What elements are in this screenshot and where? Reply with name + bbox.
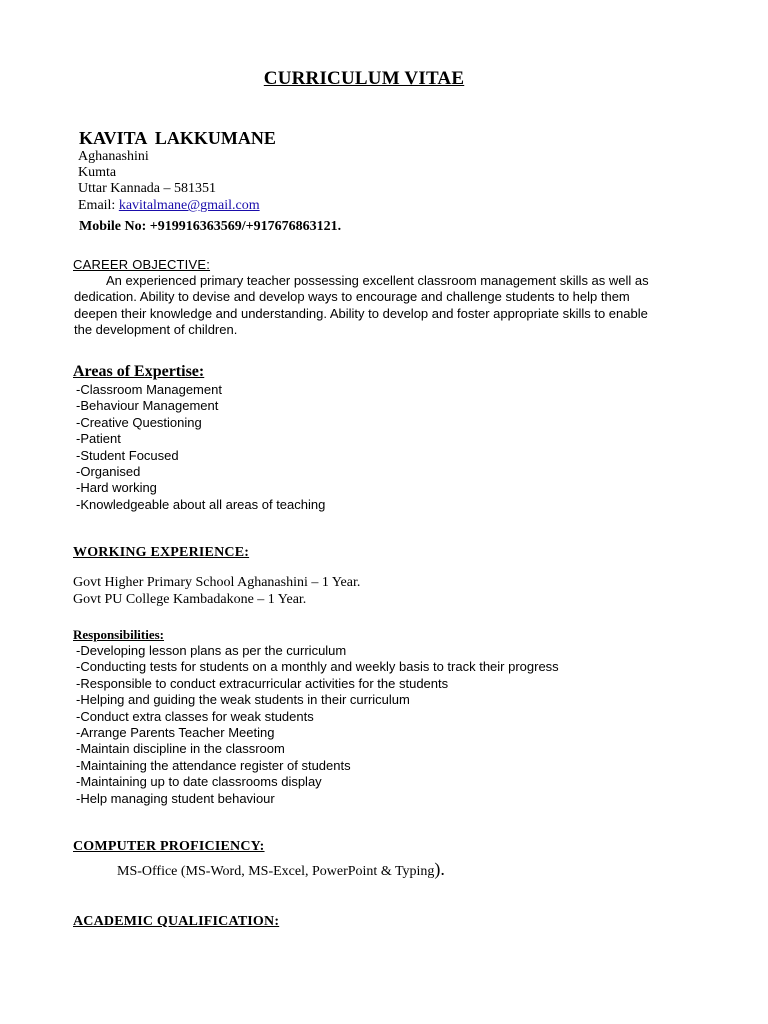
areas-of-expertise-heading: Areas of Expertise: <box>73 363 205 380</box>
computer-proficiency-value: MS-Office (MS-Word, MS-Excel, PowerPoint & Typing <box>117 864 435 879</box>
list-item: -Maintain discipline in the classroom <box>76 741 285 757</box>
list-item: -Maintaining the attendance register of students <box>76 757 351 773</box>
list-item: -Maintaining up to date classrooms display <box>76 774 322 790</box>
list-item: -Student Focused <box>76 447 179 463</box>
list-item: -Responsible to conduct extracurricular activities for the students <box>76 675 449 691</box>
list-item: -Knowledgeable about all areas of teaching <box>76 496 326 512</box>
list-item: -Conduct extra classes for weak students <box>76 708 314 724</box>
mobile-number: Mobile No: +919916363569/+917676863121. <box>79 219 342 234</box>
experience-entry: Govt PU College Kambadakone – 1 Year. <box>73 592 307 607</box>
responsibilities-list <box>76 643 559 807</box>
document-title: CURRICULUM VITAE <box>263 68 465 89</box>
list-item: -Classroom Management <box>76 382 222 397</box>
responsibilities-heading: Responsibilities: <box>73 627 165 642</box>
list-item: -Arrange Parents Teacher Meeting <box>76 725 275 741</box>
list-item: -Helping and guiding the weak students in their curriculum <box>76 692 410 708</box>
email-link[interactable]: kavitalmane@gmail.com <box>118 198 260 213</box>
list-item: -Hard working <box>76 480 157 496</box>
list-item: -Developing lesson plans as per the curriculum <box>76 643 347 658</box>
objective-line: dedication. Ability to devise and develop ways to encourage and challenge students to help them <box>74 289 630 305</box>
computer-proficiency-text <box>117 859 445 880</box>
list-item: -Conducting tests for students on a monthly and weekly basis to track their progress <box>76 659 559 675</box>
computer-proficiency-close: ). <box>434 859 445 879</box>
candidate-name: KAVITA LAKKUMANE <box>79 128 276 148</box>
address-line-3: Uttar Kannada – 581351 <box>78 181 217 196</box>
list-item: -Creative Questioning <box>76 414 202 430</box>
list-item: -Behaviour Management <box>76 398 219 414</box>
list-item: -Help managing student behaviour <box>76 790 275 806</box>
objective-line: An experienced primary teacher possessing excellent classroom management skills as well as <box>106 273 649 288</box>
experience-entry: Govt Higher Primary School Aghanashini – 1 Year. <box>73 575 361 590</box>
list-item: -Organised <box>76 464 141 480</box>
address-line-2: Kumta <box>78 165 117 180</box>
address-line-1: Aghanashini <box>78 149 149 164</box>
expertise-list <box>76 382 325 513</box>
computer-proficiency-heading: COMPUTER PROFICIENCY: <box>73 839 265 854</box>
academic-qualification-heading: ACADEMIC QUALIFICATION: <box>73 914 280 929</box>
career-objective-text <box>74 273 694 339</box>
list-item: -Patient <box>76 431 121 447</box>
objective-line: deepen their knowledge and understanding. Ability to develop and foster appropriate skills to enable <box>74 305 648 321</box>
objective-line: the development of children. <box>74 322 238 338</box>
email-label: Email: <box>78 198 119 213</box>
email-line <box>78 198 260 214</box>
working-experience-heading: WORKING EXPERIENCE: <box>73 545 250 560</box>
career-objective-heading: CAREER OBJECTIVE: <box>73 257 211 272</box>
